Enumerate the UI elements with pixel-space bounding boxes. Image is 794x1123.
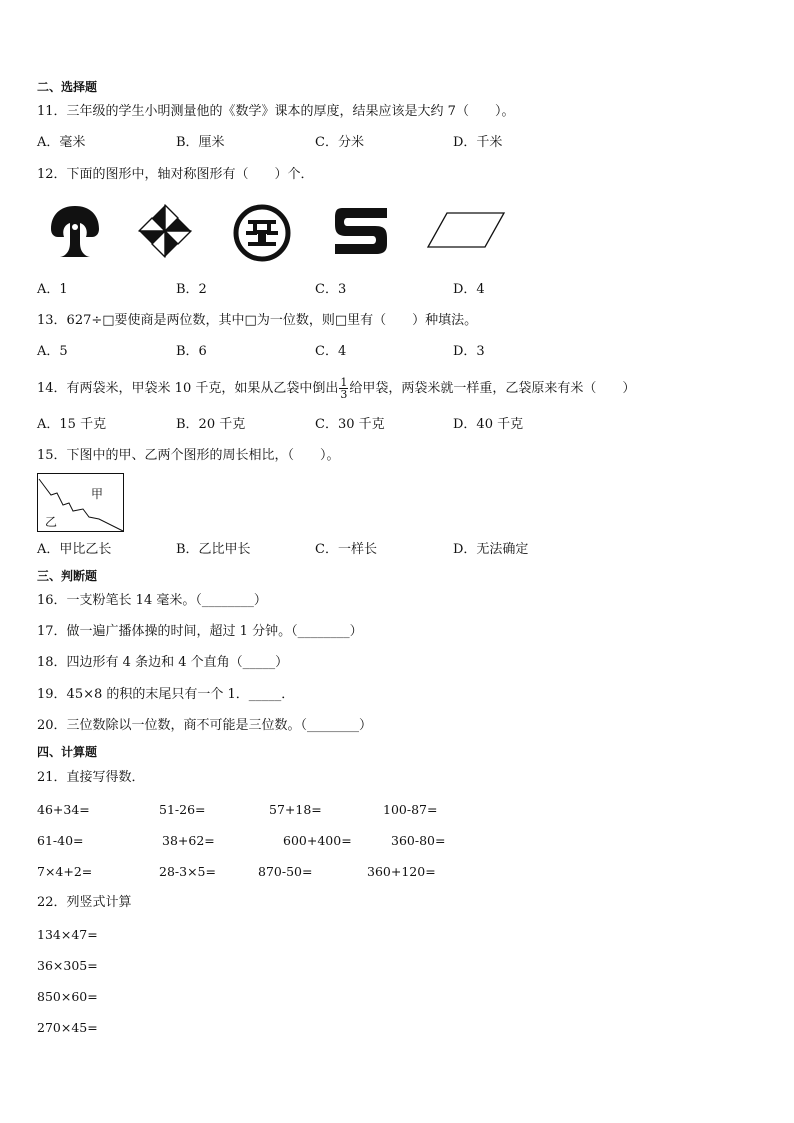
figure-label-yi: 乙 [45, 515, 58, 529]
figure-label-jia: 甲 [91, 487, 104, 501]
q15-option-d: D．无法确定 [453, 542, 529, 557]
question-19-text: 19．45×8 的积的末尾只有一个 1．_____． [37, 687, 295, 702]
question-12-text: 12．下面的图形中，轴对称图形有（ ）个． [37, 167, 314, 182]
q13-option-d: D．3 [453, 344, 485, 359]
calc-item: 360+120= [367, 864, 436, 879]
calc-item: 51-26= [159, 802, 206, 817]
q14-option-b: B．20 千克 [176, 417, 246, 432]
q13-option-a: A．5 [37, 344, 68, 359]
q12-option-c: C．3 [315, 282, 347, 297]
q11-option-d: D．千米 [453, 135, 503, 150]
bank-logo-icon [233, 204, 291, 262]
question-18-text: 18．四边形有 4 条边和 4 个直角（_____） [37, 655, 289, 670]
question-11-text: 11．三年级的学生小明测量他的《数学》课本的厚度，结果应该是大约 7（ ）。 [37, 104, 515, 119]
q11-option-a: A．毫米 [37, 135, 86, 150]
section-title-calc: 四、计算题 [37, 745, 98, 759]
calc-item: 870-50= [258, 864, 313, 879]
calc-item: 38+62= [162, 833, 215, 848]
vertical-calc-item: 36×305= [37, 958, 98, 973]
calc-item: 600+400= [283, 833, 352, 848]
q14-option-d: D．40 千克 [453, 417, 524, 432]
q12-option-a: A．1 [37, 282, 68, 297]
question-14-text [37, 377, 635, 400]
q14-option-c: C．30 千克 [315, 417, 385, 432]
q12-option-d: D．4 [453, 282, 485, 297]
q11-option-b: B．厘米 [176, 135, 225, 150]
section-title-choice: 二、选择题 [37, 80, 98, 94]
q14-text-before: 14．有两袋米，甲袋米 10 千克，如果从乙袋中倒出 [37, 381, 339, 396]
q15-option-b: B．乙比甲长 [176, 542, 251, 557]
q13-option-c: C．4 [315, 344, 347, 359]
calc-item: 57+18= [269, 802, 322, 817]
question-22-text: 22．列竖式计算 [37, 895, 132, 910]
q11-option-c: C．分米 [315, 135, 364, 150]
fraction-denominator: 3 [340, 388, 348, 401]
question-13-text: 13．627÷□要使商是两位数，其中□为一位数，则□里有（ ）种填法。 [37, 313, 478, 328]
fraction-one-third [339, 377, 348, 400]
q14-text-after: 给甲袋，两袋米就一样重，乙袋原来有米（ ） [349, 381, 636, 396]
parallelogram-icon [425, 210, 507, 250]
q14-option-a: A．15 千克 [37, 417, 107, 432]
question-16-text: 16．一支粉笔长 14 毫米。（________） [37, 593, 267, 608]
q13-option-b: B．6 [176, 344, 207, 359]
calc-item: 360-80= [391, 833, 446, 848]
question-20-text: 20．三位数除以一位数，商不可能是三位数。（________） [37, 718, 373, 733]
section-title-judge: 三、判断题 [37, 569, 98, 583]
question-17-text: 17．做一遍广播体操的时间，超过 1 分钟。（________） [37, 624, 363, 639]
calc-item: 7×4+2= [37, 864, 93, 879]
s-logo-icon [333, 206, 389, 256]
vertical-calc-item: 270×45= [37, 1020, 98, 1035]
pinwheel-icon [136, 202, 194, 260]
calc-item: 28-3×5= [159, 864, 216, 879]
perimeter-figure [37, 473, 127, 533]
fraction-numerator: 1 [340, 376, 348, 389]
q15-option-a: A．甲比乙长 [37, 542, 112, 557]
anchor-logo-icon [48, 203, 102, 261]
calc-item: 61-40= [37, 833, 84, 848]
question-15-text: 15．下图中的甲、乙两个图形的周长相比，（ ）。 [37, 448, 340, 463]
vertical-calc-item: 850×60= [37, 989, 98, 1004]
calc-item: 100-87= [383, 802, 438, 817]
calc-item: 46+34= [37, 802, 90, 817]
question-21-text: 21．直接写得数． [37, 770, 145, 785]
q12-option-b: B．2 [176, 282, 207, 297]
q15-option-c: C．一样长 [315, 542, 377, 557]
vertical-calc-item: 134×47= [37, 927, 98, 942]
